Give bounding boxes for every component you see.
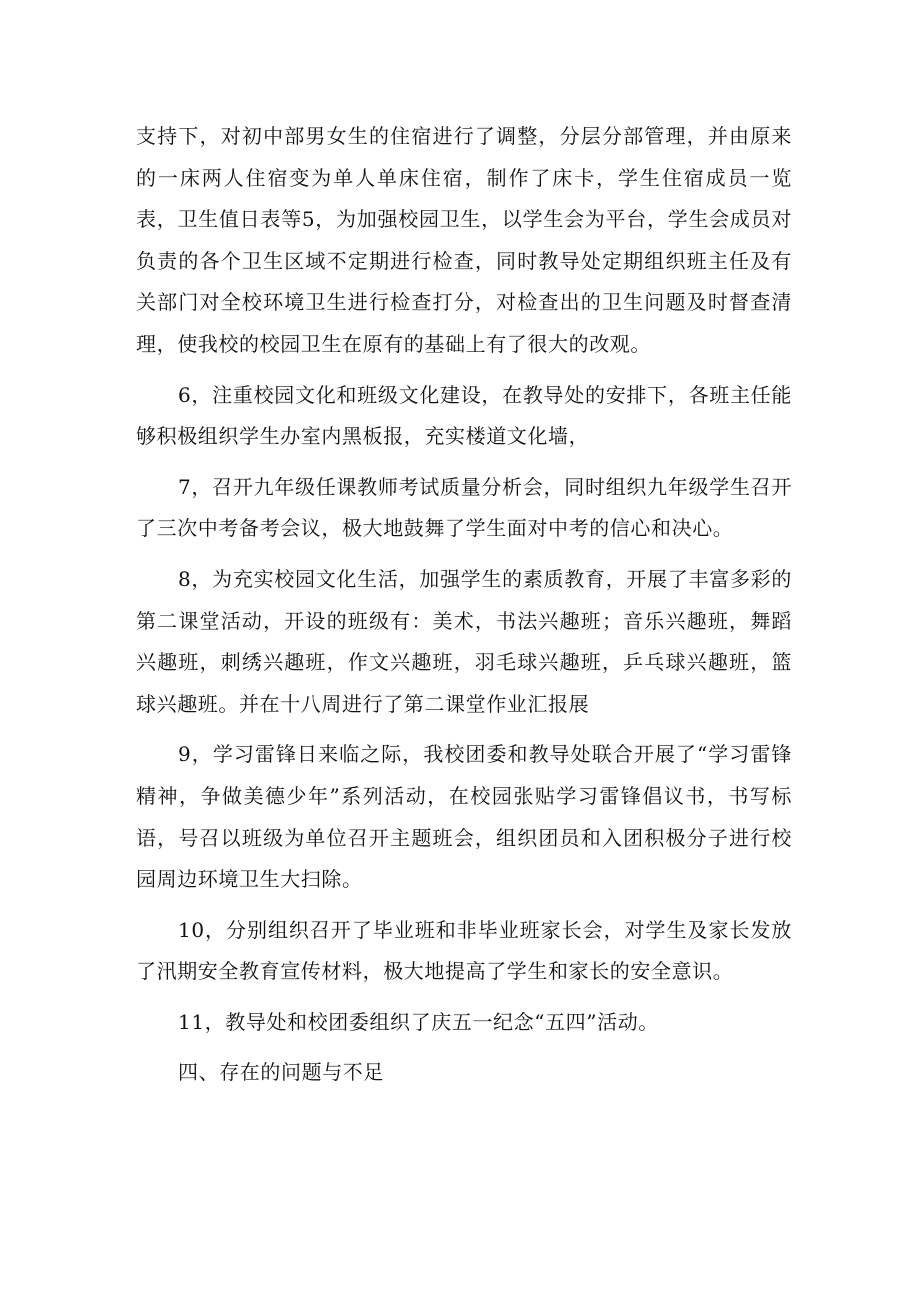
document-body bbox=[136, 116, 792, 1103]
paragraph-item-10: 10，分别组织召开了毕业班和非毕业班家长会，对学生及家长发放了汛期安全教育宣传材料，极大地提高了学生和家长的安全意识。 bbox=[136, 917, 792, 984]
paragraph-item-9: 9，学习雷锋日来临之际，我校团委和教导处联合开展了“学习雷锋精神，争做美德少年”系列活动，在校园张贴学习雷锋倡议书，书写标语，号召以班级为单位召开主题班会，组织团员和入团积极分子进行校园周边环境卫生大扫除。 bbox=[136, 742, 792, 892]
paragraph-item-6: 6，注重校园文化和班级文化建设，在教导处的安排下，各班主任能够积极组织学生办室内黑板报，充实楼道文化墙， bbox=[136, 382, 792, 449]
section-heading-issues: 四、存在的问题与不足 bbox=[178, 1060, 384, 1085]
paragraph-item-11: 11，教导处和校团委组织了庆五一纪念“五四”活动。 bbox=[178, 1009, 659, 1034]
paragraph-item-8: 8，为充实校园文化生活，加强学生的素质教育，开展了丰富多彩的第二课堂活动，开设的班级有：美术，书法兴趣班；音乐兴趣班，舞蹈兴趣班，刺绣兴趣班，作文兴趣班，羽毛球兴趣班，乒乓球兴趣班，篮球兴趣班。并在十八周进行了第二课堂作业汇报展 bbox=[136, 566, 792, 716]
paragraph-continuation: 支持下，对初中部男女生的住宿进行了调整，分层分部管理，并由原来的一床两人住宿变为单人单床住宿，制作了床卡，学生住宿成员一览表，卫生值日表等5，为加强校园卫生，以学生会为平台，学生会成员对负责的各个卫生区域不定期进行检查，同时教导处定期组织班主任及有关部门对全校环境卫生进行检查打分，对检查出的卫生问题及时督查清理，使我校的校园卫生在原有的基础上有了很大的改观。 bbox=[136, 124, 792, 356]
paragraph-item-7: 7，召开九年级任课教师考试质量分析会，同时组织九年级学生召开了三次中考备考会议，极大地鼓舞了学生面对中考的信心和决心。 bbox=[136, 474, 792, 541]
